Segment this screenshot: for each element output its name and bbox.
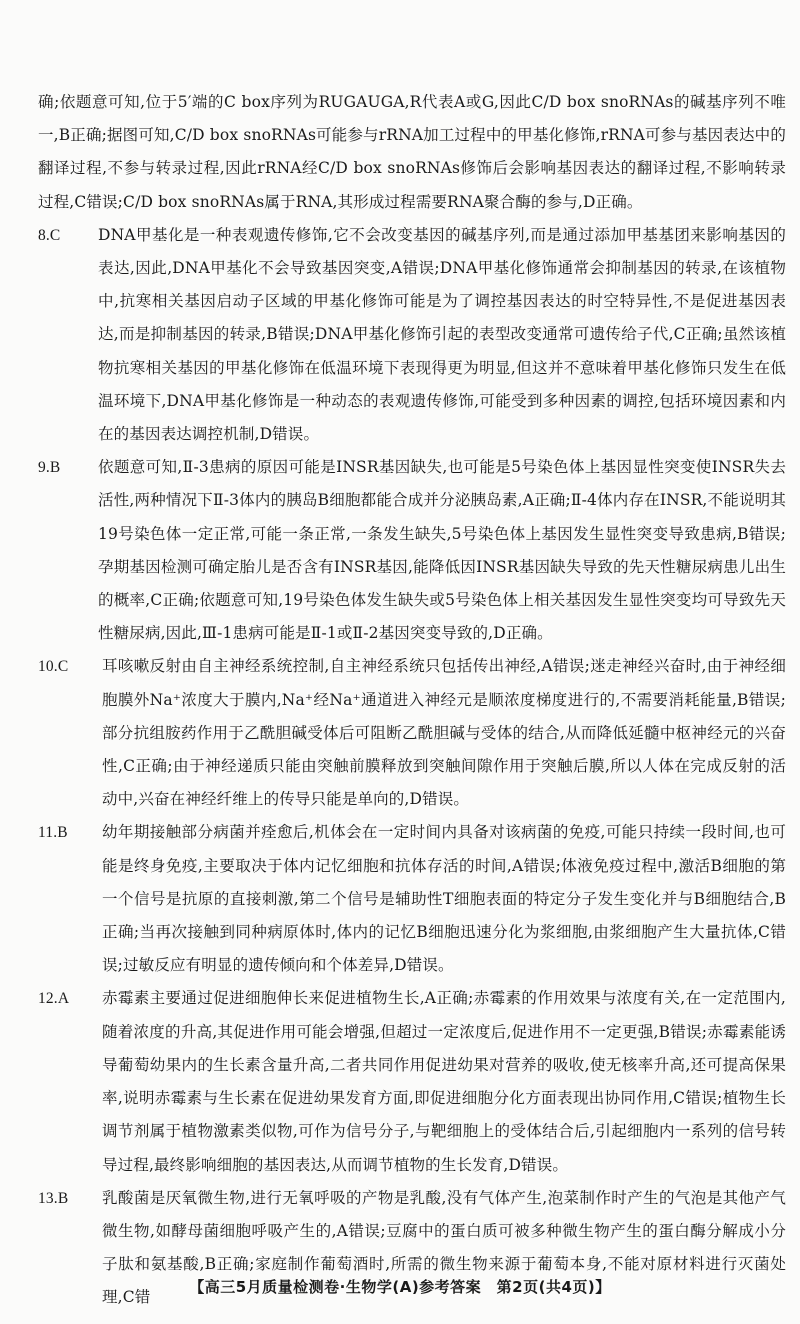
answer-item-10 [38,650,786,816]
intro-paragraph: 确;依题意可知,位于5′端的C box序列为RUGAUGA,R代表A或G,因此C/D box snoRNAs的碱基序列不唯一,B正确;据图可知,C/D box snoRNAs可能参与rRNA加工过程中的甲基化修饰,rRNA可参与基因表达中的翻译过程,不参与转录过程,因此rRNA经C/D box snoRNAs修饰后会影响基因表达的翻译过程,不影响转录过程,C错误;C/D box snoRNAs属于RNA,其形成过程需要RNA聚合酶的参与,D正确。 [38,93,786,211]
page-footer: 【高三5月质量检测卷·生物学(A)参考答案 第2页(共4页)】 [189,1278,611,1296]
answer-number: 8.C [38,226,61,244]
answer-number: 12.A [38,990,70,1008]
answer-number: 13.B [38,1189,69,1207]
answer-explanation: 耳咳嗽反射由自主神经系统控制,自主神经系统只包括传出神经,A错误;迷走神经兴奋时,由于神经细胞膜外Na⁺浓度大于膜内,Na⁺经Na⁺通道进入神经元是顺浓度梯度进行的,不需要消耗能量,B错误;部分抗组胺药作用于乙酰胆碱受体后可阻断乙酰胆碱与受体的结合,从而降低延髓中枢神经元的兴奋性,C正确;由于神经递质只能由突触前膜释放到突触间隙作用于突触后膜,所以人体在完成反射的活动中,兴奋在神经纤维上的传导只能是单向的,D错误。 [102,657,786,809]
answer-explanation: 乳酸菌是厌氧微生物,进行无氧呼吸的产物是乳酸,没有气体产生,泡菜制作时产生的气泡是其他产气微生物,如酵母菌细胞呼吸产生的,A错误;豆腐中的蛋白质可被多种微生物产生的蛋白酶分解成小分子肽和氨基酸,B正确;家庭制作葡萄酒时,所需的微生物来源于葡萄本身,不能对原材料进行灭菌处理,C错 [102,1188,786,1307]
answer-item-11 [38,816,786,982]
answer-item-12 [38,982,786,1181]
answer-explanation: 依题意可知,Ⅱ-3患病的原因可能是INSR基因缺失,也可能是5号染色体上基因显性突变使INSR失去活性,两种情况下Ⅱ-3体内的胰岛B细胞都能合成并分泌胰岛素,A正确;Ⅱ-4体内存在INSR,不能说明其19号染色体一定正常,可能一条正常,一条发生缺失,5号染色体上基因发生显性突变导致患病,B错误;孕期基因检测可确定胎儿是否含有INSR基因,能降低因INSR基因缺失导致的先天性糖尿病患儿出生的概率,C正确;依题意可知,19号染色体发生缺失或5号染色体上相关基因发生显性突变均可导致先天性糖尿病,因此,Ⅲ-1患病可能是Ⅱ-1或Ⅱ-2基因突变导致的,D正确。 [98,458,786,643]
answer-number: 9.B [38,459,61,477]
answer-explanation: 幼年期接触部分病菌并痊愈后,机体会在一定时间内具备对该病菌的免疫,可能只持续一段时间,也可能是终身免疫,主要取决于体内记忆细胞和抗体存活的时间,A错误;体液免疫过程中,激活B细胞的第一个信号是抗原的直接刺激,第二个信号是辅助性T细胞表面的特定分子发生变化并与B细胞结合,B正确;当再次接触到同种病原体时,体内的记忆B细胞迅速分化为浆细胞,由浆细胞产生大量抗体,C错误;过敏反应有明显的遗传倾向和个体差异,D错误。 [102,823,786,975]
answer-number: 11.B [38,824,68,842]
answer-item-9 [38,451,786,650]
answer-number: 10.C [38,658,69,676]
answer-content [38,86,786,1315]
answer-explanation: DNA甲基化是一种表观遗传修饰,它不会改变基因的碱基序列,而是通过添加甲基基团来影响基因的表达,因此,DNA甲基化不会导致基因突变,A错误;DNA甲基化修饰通常会抑制基因的转录,在该植物中,抗寒相关基因启动子区域的甲基化修饰可能是为了调控基因表达的时空特异性,不是促进基因表达,而是抑制基因的转录,B错误;DNA甲基化修饰引起的表型改变通常可遗传给子代,C正确;虽然该植物抗寒相关基因的甲基化修饰在低温环境下表现得更为明显,但这并不意味着甲基化修饰只发生在低温环境下,DNA甲基化修饰是一种动态的表观遗传修饰,可能受到多种因素的调控,包括环境因素和内在的基因表达调控机制,D错误。 [98,225,786,444]
answer-explanation: 赤霉素主要通过促进细胞伸长来促进植物生长,A正确;赤霉素的作用效果与浓度有关,在一定范围内,随着浓度的升高,其促进作用可能会增强,但超过一定浓度后,促进作用不一定更强,B错误;赤霉素能诱导葡萄幼果内的生长素含量升高,二者共同作用促进幼果对营养的吸收,使无核率升高,还可提高保果率,说明赤霉素与生长素在促进幼果发育方面,即促进细胞分化方面表现出协同作用,C错误;植物生长调节剂属于植物激素类似物,可作为信号分子,与靶细胞上的受体结合后,引起细胞内一系列的信号转导过程,最终影响细胞的基因表达,从而调节植物的生长发育,D错误。 [102,989,786,1174]
answer-item-8 [38,219,786,451]
